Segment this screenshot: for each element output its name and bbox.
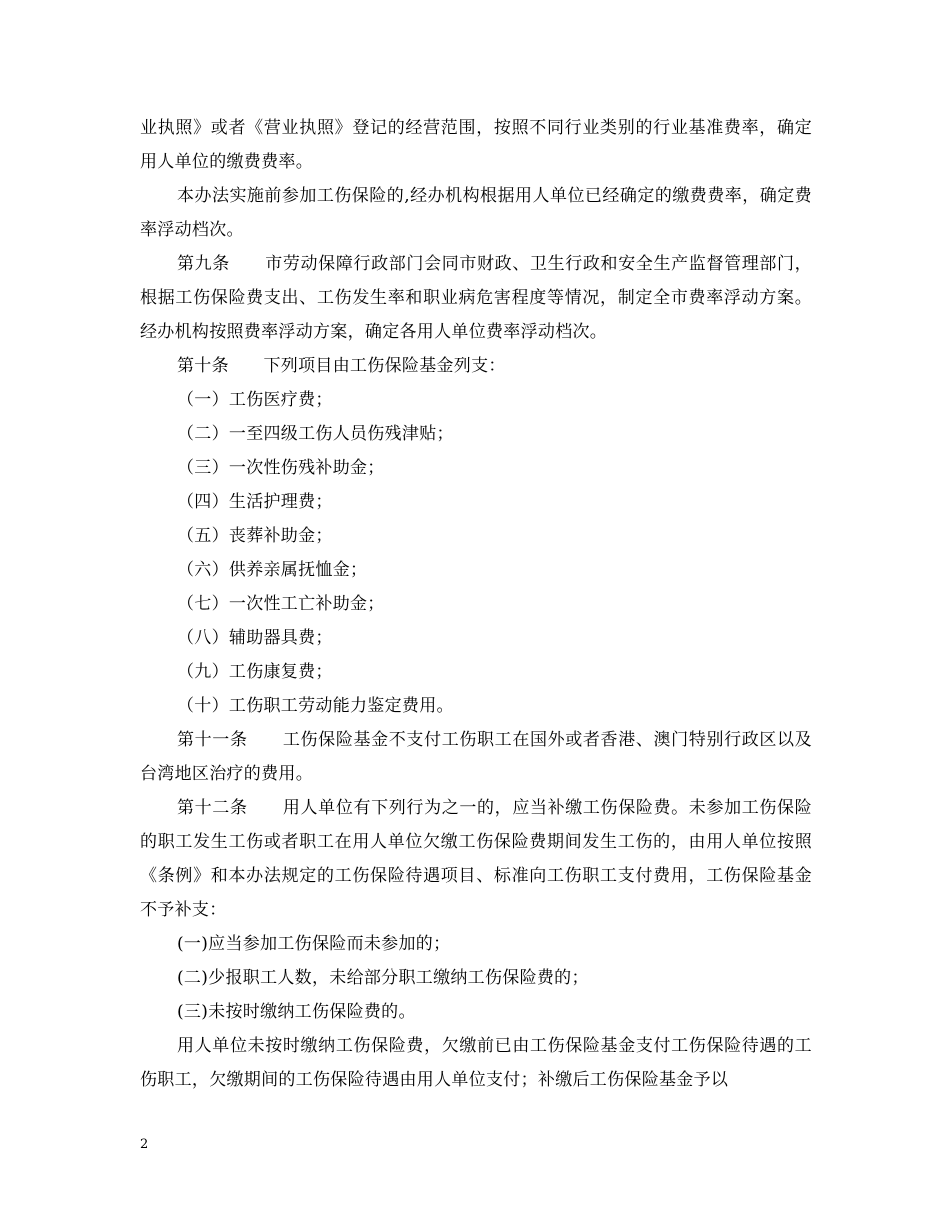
list-item: （八）辅助器具费； bbox=[177, 628, 333, 648]
list-item: （九）工伤康复费； bbox=[177, 662, 333, 682]
list-item: （二）一至四级工伤人员伤残津贴； bbox=[177, 424, 454, 444]
document-body bbox=[140, 111, 812, 1097]
paragraph: 本办法实施前参加工伤保险的,经办机构根据用人单位已经确定的缴费费率，确定费率浮动档次。 bbox=[140, 186, 812, 240]
list-item: （十）工伤职工劳动能力鉴定费用。 bbox=[177, 696, 454, 716]
paragraph: 业执照》或者《营业执照》登记的经营范围，按照不同行业类别的行业基准费率，确定用人单位的缴费费率。 bbox=[140, 118, 812, 172]
list-item: （七）一次性工亡补助金； bbox=[177, 594, 385, 614]
page-number: 2 bbox=[140, 1137, 149, 1152]
article-12: 第十二条 用人单位有下列行为之一的，应当补缴工伤保险费。未参加工伤保险的职工发生工伤或者职工在用人单位欠缴工伤保险费期间发生工伤的，由用人单位按照《条例》和本办法规定的工伤保险待遇项目、标准向工伤职工支付费用，工伤保险基金不予补支： bbox=[140, 798, 812, 920]
list-item: (一)应当参加工伤保险而未参加的； bbox=[177, 934, 451, 954]
list-item: （六）供养亲属抚恤金； bbox=[177, 560, 368, 580]
list-item: (三)未按时缴纳工伤保险费的。 bbox=[177, 1002, 416, 1022]
paragraph: 用人单位未按时缴纳工伤保险费，欠缴前已由工伤保险基金支付工伤保险待遇的工伤职工，欠缴期间的工伤保险待遇由用人单位支付；补缴后工伤保险基金予以 bbox=[140, 1036, 812, 1090]
list-item: （三）一次性伤残补助金； bbox=[177, 458, 385, 478]
list-item: (二)少报职工人数，未给部分职工缴纳工伤保险费的； bbox=[177, 968, 589, 988]
list-item: （一）工伤医疗费； bbox=[177, 390, 333, 410]
article-10: 第十条 下列项目由工伤保险基金列支： bbox=[177, 356, 506, 376]
article-11: 第十一条 工伤保险基金不支付工伤职工在国外或者香港、澳门特别行政区以及台湾地区治疗的费用。 bbox=[140, 730, 812, 784]
list-item: （五）丧葬补助金； bbox=[177, 526, 333, 546]
article-9: 第九条 市劳动保障行政部门会同市财政、卫生行政和安全生产监督管理部门，根据工伤保险费支出、工伤发生率和职业病危害程度等情况，制定全市费率浮动方案。经办机构按照费率浮动方案，确定各用人单位费率浮动档次。 bbox=[140, 254, 812, 342]
list-item: （四）生活护理费； bbox=[177, 492, 333, 512]
